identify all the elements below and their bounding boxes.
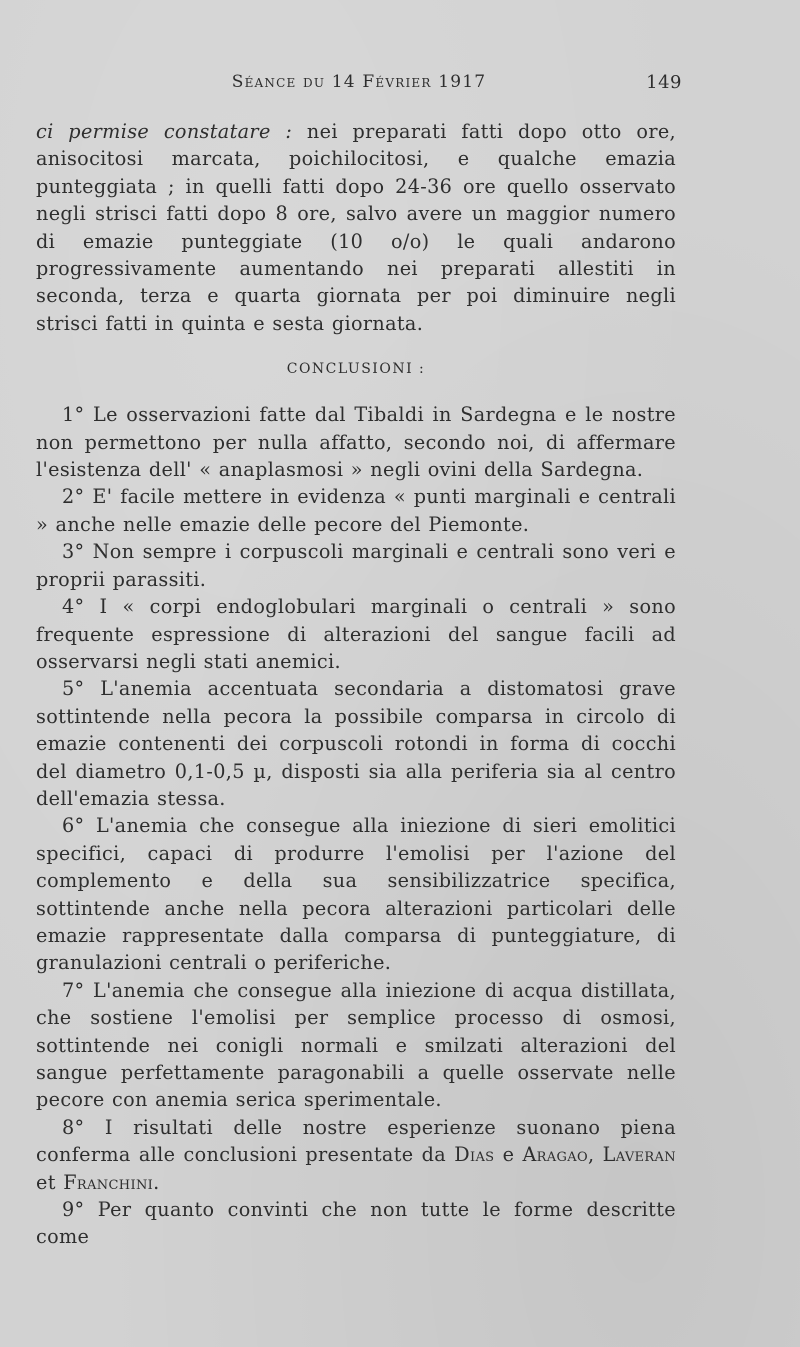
conclusion-paragraph-4: 4° I « corpi endoglobulari marginali o centrali » sono frequente espressione di alterazioni del sangue facili ad osservarsi negli stati anemici. bbox=[36, 595, 676, 673]
intro-text: nei preparati fatti dopo otto ore, anisocitosi marcata, poichilocitosi, e qualche emazia punteggiata ; in quelli fatti dopo 24-36 ore quello osservato negli strisci fatti dopo 8 ore, salvo avere un maggior numero di emazie punteggiate (10 o/o) le quali andarono progressivamente aumentando nei preparati allestiti in seconda, terza e quarta giornata per poi diminuire negli strisci fatti in quinta e sesta giornata. bbox=[36, 120, 677, 335]
conclusion-paragraph-3: 3° Non sempre i corpuscoli marginali e centrali sono veri e proprii parassiti. bbox=[36, 540, 676, 591]
conclusions-heading: CONCLUSIONI : bbox=[286, 361, 426, 378]
author-franchini: Franchini bbox=[63, 1170, 154, 1194]
running-header bbox=[36, 72, 682, 102]
conclusion-paragraph-8 bbox=[36, 1114, 676, 1196]
conclusion-8-join-2: , bbox=[588, 1143, 603, 1167]
conclusion-8-lead: 8° I risultati delle nostre esperienze suonano piena conferma alle conclusioni presentate da bbox=[36, 1115, 676, 1167]
running-title: Séance du 14 Février 1917 bbox=[231, 72, 487, 92]
page-body bbox=[36, 118, 676, 1251]
conclusion-paragraph-7: 7° L'anemia che consegue alla iniezione di acqua distillata, che sostiene l'emolisi per semplice processo di osmosi, sottintende nei conigli normali e smilzati alterazioni del sangue perfettamente paragonabili a quelle osservate nelle pecore con anemia serica sperimentale. bbox=[36, 978, 676, 1112]
conclusion-paragraph-9: 9° Per quanto convinti che non tutte le forme descritte come bbox=[36, 1198, 676, 1249]
conclusion-8-end: . bbox=[153, 1170, 160, 1194]
conclusion-paragraph-5: 5° L'anemia accentuata secondaria a distomatosi grave sottintende nella pecora la possibile comparsa in circolo di emazie contenenti dei corpuscoli rotondi in forma di cocchi del diametro 0,1-0,5 µ, disposti sia alla periferia sia al centro dell'emazia stessa. bbox=[36, 677, 676, 810]
conclusion-paragraph-2: 2° E' facile mettere in evidenza « punti marginali e centrali » anche nelle emazie delle pecore del Piemonte. bbox=[36, 485, 676, 536]
conclusion-paragraph-6: 6° L'anemia che consegue alla iniezione di sieri emolitici specifici, capaci di produrre l'emolisi per l'azione del complemento e della sua sensibilizzatrice specifica, sottintende anche nella pecora alterazioni particolari delle emazie rappresentate dalla comparsa di punteggiature, di granulazioni centrali o periferiche. bbox=[36, 814, 676, 975]
author-laveran: Laveran bbox=[602, 1143, 677, 1167]
page-number: 149 bbox=[646, 72, 682, 93]
intro-paragraph bbox=[36, 118, 676, 337]
author-aragao: Aragao bbox=[522, 1143, 589, 1167]
intro-italic-lead: ci permise constatare : bbox=[36, 120, 293, 143]
conclusion-paragraph-1: 1° Le osservazioni fatte dal Tibaldi in Sardegna e le nostre non permettono per nulla affatto, secondo noi, di affermare l'esistenza dell' « anaplasmosi » negli ovini della Sardegna. bbox=[36, 403, 676, 482]
author-dias: Dias bbox=[454, 1143, 495, 1167]
conclusion-8-join-3: et bbox=[36, 1170, 64, 1194]
conclusion-8-join-1: e bbox=[494, 1143, 523, 1167]
